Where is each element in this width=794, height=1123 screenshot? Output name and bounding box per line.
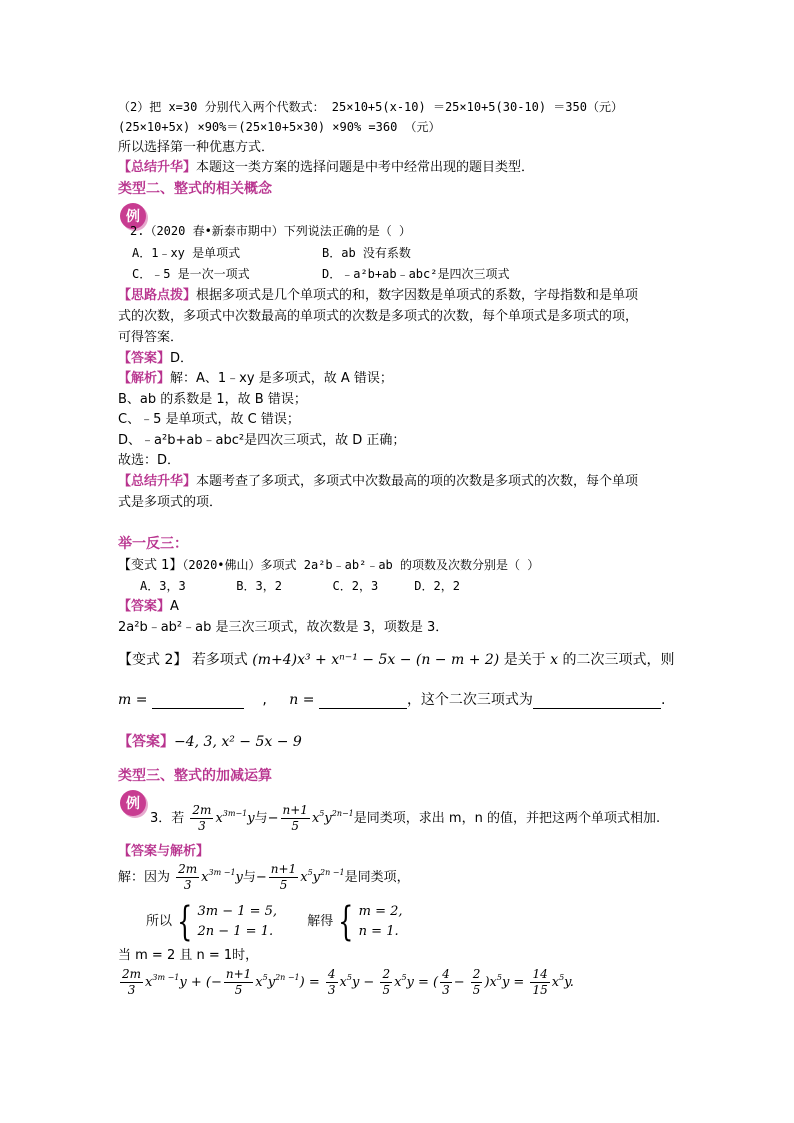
system-equations <box>197 902 277 942</box>
variant2-poly: (m+4)x³ + xⁿ⁻¹ − 5x − (n − m + 2) <box>252 652 500 668</box>
variant1-answer: A <box>170 599 179 614</box>
variant2-answer-tag: 【答案】 <box>118 734 174 750</box>
so-label: 所以 <box>146 914 173 929</box>
summary2-line-2: 式是多项式的项． <box>118 495 223 510</box>
q2-option-a: A．1﹣xy 是单项式 <box>132 246 241 260</box>
fraction-2m-3: $\frac{2m}{3}$ <box>192 803 212 833</box>
summary-text: 本题这一类方案的选择问题是中考中经常出现的题目类型． <box>196 160 535 175</box>
summary-tag: 【总结升华】 <box>118 160 197 175</box>
q3-mid: 与− <box>254 811 279 826</box>
summary-line <box>118 159 534 177</box>
system-results <box>359 902 403 942</box>
analysis-line-5: 故选：D． <box>118 453 181 468</box>
fraction-2m-3: $\frac{2m}{3}$ <box>178 862 198 892</box>
analysis-text-1: 解：A、1﹣xy 是多项式，故 A 错误； <box>170 371 393 386</box>
hint-line-1 <box>118 287 638 305</box>
n-blank[interactable] <box>319 694 407 709</box>
variant1-line <box>118 556 539 575</box>
variant2-blanks <box>118 691 665 709</box>
variant2-tail: ，这个二次三项式为 <box>406 692 533 708</box>
q3-answer-tag: 【答案与解析】 <box>118 844 210 859</box>
variant1-explain: 2a²b﹣ab²﹣ab 是三次三项式，故次数是 3，项数是 3． <box>118 620 449 635</box>
poly-blank[interactable] <box>533 694 661 709</box>
variant1-tag: 【变式 1】 <box>118 558 183 573</box>
answer-tag: 【答案】 <box>118 351 171 366</box>
eq-1: 3m − 1 = 5, <box>197 903 278 919</box>
variant2-text-c: 的二次三项式，则 <box>562 652 675 668</box>
q3-line: 3．若 $\frac{2m}{3}$ $x^{3m-1}y$与− $\frac{n+1}{5}$ $x^5y^{2n-1}$是同类项，求出 m，n 的值，并把这两个单项式相加. <box>150 803 661 833</box>
choose-line: 所以选择第一种优惠方式． <box>118 140 275 155</box>
variant2-tag: 【变式 2】 <box>118 652 188 668</box>
q3-sol-tail: 是同类项， <box>344 870 410 885</box>
variant1-options: A．3，3 B．3，2 C．2，3 D．2，2 <box>140 579 460 593</box>
type2-heading: 类型二、整式的相关概念 <box>118 181 272 197</box>
q3-sol-mid: 与− <box>242 870 267 885</box>
variant1-answer-line <box>118 598 179 616</box>
practice-heading: 举一反三： <box>118 536 188 552</box>
fraction-n1-5: $\frac{n+1}{5}$ <box>270 862 297 892</box>
variant1-answer-tag: 【答案】 <box>118 599 171 614</box>
part2-line-2: (25×10+5x) ×90%＝(25×10+5×30) ×90% =360 （元） <box>118 120 441 134</box>
when-line: 当 m = 2 且 n = 1时， <box>118 948 259 963</box>
variant2-line <box>118 651 675 669</box>
final-equation: $\frac{2m}{3}$ $x^{3m -1}y$ + (− $\frac{n+1}{5}$ $x^5y^{2n -1}$) = $\frac{4}{3}$ $x^5y$ − $\frac{2}{5}$ $x^5y$ = ( $\frac{4}{3}$ − $\frac{2}{5}$ )$x^5y$ = $\frac{14}{15}$ $x^5y$. <box>122 967 574 997</box>
analysis-line-4: D、﹣a²b+ab﹣abc²是四次三项式，故 D 正确； <box>118 433 406 448</box>
variant2-answer-line <box>118 733 302 751</box>
summary2-text-1: 本题考查了多项式，多项式中次数最高的项的次数是多项式的次数，每个单项 <box>196 474 639 489</box>
q3-num: 3．若 <box>150 811 185 826</box>
q2-option-b: B．ab 没有系数 <box>322 246 411 260</box>
q2-option-d: D．﹣a²b+ab﹣abc²是四次三项式 <box>322 267 510 281</box>
variant2-end: . <box>660 692 666 708</box>
q3-solution-line: 解：因为 $\frac{2m}{3}$ $x^{3m -1}y$与− $\frac{n+1}{5}$ $x^5y^{2n -1}$是同类项， <box>118 862 410 892</box>
type3-heading: 类型三、整式的加减运算 <box>118 768 272 784</box>
answer-text: D． <box>170 351 194 366</box>
variant1-text: （2020•佛山）多项式 2a²b﹣ab²﹣ab 的项数及次数分别是（ ） <box>182 558 540 572</box>
part2-line-1: （2）把 x=30 分别代入两个代数式： 25×10+5(x-10) ＝25×10+5(30-10) ＝350（元） <box>118 100 623 114</box>
hint-line-2: 式的次数，多项式中次数最高的单项式的次数是多项式的次数，每个单项式是多项式的项， <box>118 309 639 324</box>
analysis-tag: 【解析】 <box>118 371 171 386</box>
brace-left: { <box>177 898 193 945</box>
hint-tag: 【思路点拨】 <box>118 288 197 303</box>
answer-line <box>118 350 193 368</box>
hint-text-1: 根据多项式是几个单项式的和，数字因数是单项式的系数，字母指数和是单项 <box>196 288 639 303</box>
solve-label: 解得 <box>307 914 334 929</box>
variant2-answer: −4, 3, x² − 5x − 9 <box>174 734 302 750</box>
variant2-x: x <box>550 652 559 668</box>
n-label: n = <box>289 692 315 708</box>
eq-2: 2n − 1 = 1. <box>197 923 274 939</box>
q2-question: 2.（2020 春•新泰市期中）下列说法正确的是（ ） <box>130 224 412 238</box>
fraction-n1-5: $\frac{n+1}{5}$ <box>282 803 308 833</box>
example-badge-icon: 例 <box>120 790 146 816</box>
hint-line-3: 可得答案． <box>118 330 184 345</box>
result-1: m = 2, <box>358 903 403 919</box>
summary2-tag: 【总结升华】 <box>118 474 197 489</box>
m-blank[interactable] <box>152 694 244 709</box>
variant2-text-b: 是关于 <box>503 652 546 668</box>
q2-option-c: C．﹣5 是一次一项式 <box>132 267 250 281</box>
analysis-line-1 <box>118 370 393 388</box>
variant2-text-a: 若多项式 <box>191 652 248 668</box>
analysis-line-3: C、﹣5 是单项式，故 C 错误； <box>118 412 300 427</box>
system-line <box>146 900 403 944</box>
summary2-line-1 <box>118 473 638 491</box>
brace-right: { <box>338 898 354 945</box>
q3-sol-a: 解：因为 <box>118 870 171 885</box>
result-2: n = 1. <box>358 923 399 939</box>
blank-separator: , <box>262 692 267 708</box>
q3-tail: 是同类项，求出 m，n 的值，并把这两个单项式相加. <box>353 811 661 826</box>
example-badge-icon: 例 <box>120 203 146 229</box>
analysis-line-2: B、ab 的系数是 1，故 B 错误； <box>118 392 307 407</box>
m-label: m = <box>118 692 148 708</box>
